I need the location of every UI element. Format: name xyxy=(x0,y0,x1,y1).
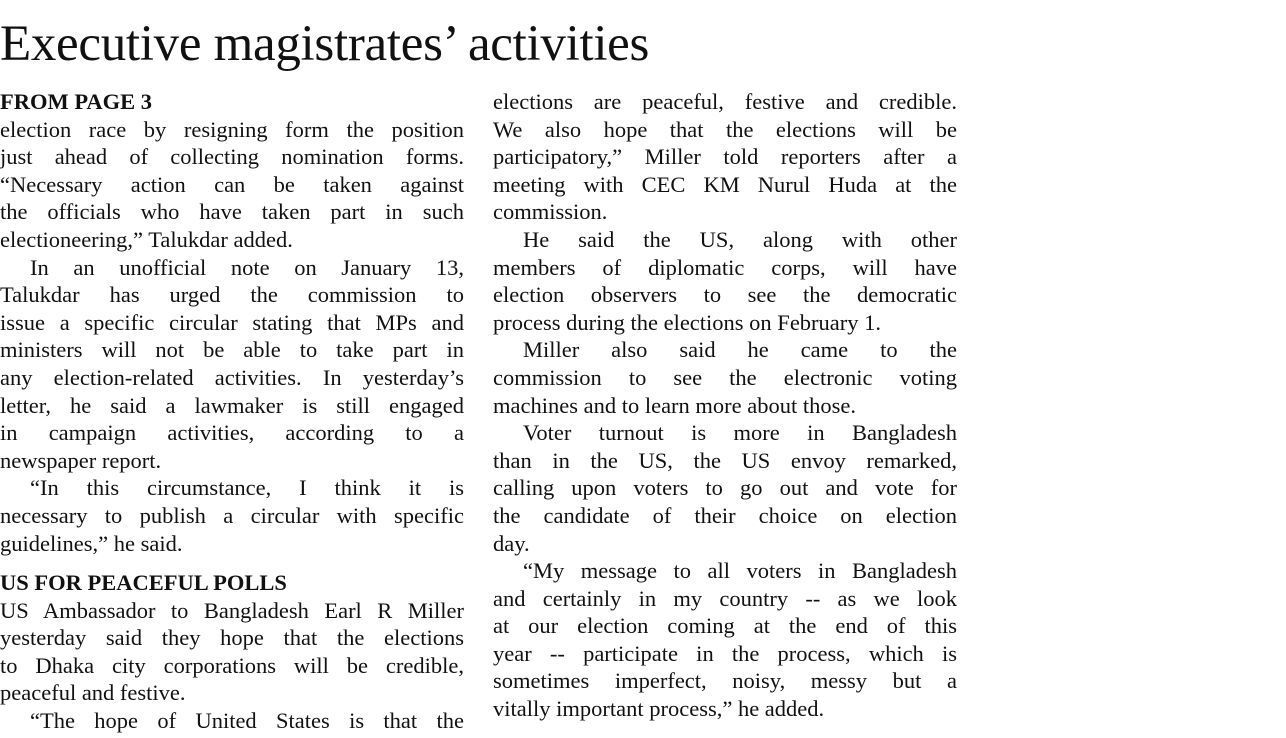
article-paragraph xyxy=(493,226,957,336)
text-line: “In this circumstance, I think it is xyxy=(30,475,464,501)
text-line: meeting with CEC KM Nurul Huda at the xyxy=(493,171,957,197)
text-line: the officials who have taken part in such xyxy=(0,199,464,225)
text-line: the candidate of their choice on election xyxy=(493,502,957,528)
text-line: and certainly in my country -- as we look xyxy=(493,585,957,611)
text-line: Miller also said he came to the xyxy=(523,337,957,363)
text-line: machines and to learn more about those. xyxy=(493,392,857,418)
article-column-1 xyxy=(0,88,464,735)
text-line: to Dhaka city corporations will be credible, xyxy=(0,652,464,678)
text-line: issue a specific circular stating that MPs and xyxy=(0,309,464,335)
text-line: sometimes imperfect, noisy, messy but a xyxy=(493,668,957,694)
text-line: in campaign activities, according to a xyxy=(0,420,464,446)
text-line: Voter turnout is more in Bangladesh xyxy=(523,420,957,446)
text-line: guidelines,” he said. xyxy=(0,530,183,556)
text-line: “The hope of United States is that the xyxy=(30,708,464,734)
text-line: election observers to see the democratic xyxy=(493,282,957,308)
text-line: commission. xyxy=(493,199,608,225)
text-line: process during the elections on February 1. xyxy=(493,309,882,335)
text-line: necessary to publish a circular with specific xyxy=(0,502,464,528)
section-subhead xyxy=(0,569,464,597)
text-line: US Ambassador to Bangladesh Earl R Miller xyxy=(0,597,464,623)
text-line: calling upon voters to go out and vote for xyxy=(493,475,957,501)
article-paragraph xyxy=(0,254,464,475)
subhead-text: US FOR PEACEFUL POLLS xyxy=(0,570,287,596)
text-line: “My message to all voters in Bangladesh xyxy=(523,558,957,584)
article-paragraph xyxy=(493,557,957,723)
text-line: at our election coming at the end of this xyxy=(493,613,957,639)
text-line: commission to see the electronic voting xyxy=(493,364,957,390)
article-paragraph xyxy=(0,474,464,557)
text-line: He said the US, along with other xyxy=(523,226,957,252)
text-line: just ahead of collecting nomination forms. xyxy=(0,144,464,170)
text-line: letter, he said a lawmaker is still engaged xyxy=(0,392,464,418)
text-line: members of diplomatic corps, will have xyxy=(493,254,957,280)
subhead-text: FROM PAGE 3 xyxy=(0,89,153,114)
text-line: day. xyxy=(493,530,530,556)
text-line: Talukdar has urged the commission to xyxy=(0,282,464,308)
article-column-2 xyxy=(493,88,957,723)
text-line: ministers will not be able to take part in xyxy=(0,337,464,363)
text-line: vitally important process,” he added. xyxy=(493,696,825,722)
article-paragraph xyxy=(0,597,464,707)
text-line: election race by resigning form the position xyxy=(0,116,464,142)
article-paragraph xyxy=(0,116,464,254)
section-spacer xyxy=(0,557,464,569)
article-paragraph xyxy=(493,419,957,557)
text-line: electioneering,” Talukdar added. xyxy=(0,226,293,252)
article-headline: Executive magistrates’ activities xyxy=(0,16,650,72)
article-paragraph xyxy=(493,336,957,419)
text-line: any election-related activities. In yesterday’s xyxy=(0,364,464,390)
text-line: “Necessary action can be taken against xyxy=(0,171,464,197)
text-line: participatory,” Miller told reporters after a xyxy=(493,144,957,170)
text-line: In an unofficial note on January 13, xyxy=(30,254,464,280)
text-line: yesterday said they hope that the elections xyxy=(0,625,464,651)
text-line: We also hope that the elections will be xyxy=(493,116,957,142)
article-paragraph xyxy=(0,707,464,735)
text-line: newspaper report. xyxy=(0,447,162,473)
text-line: than in the US, the US envoy remarked, xyxy=(493,447,957,473)
text-line: elections are peaceful, festive and credible. xyxy=(493,89,957,114)
article-paragraph xyxy=(493,88,957,226)
text-line: peaceful and festive. xyxy=(0,680,186,706)
section-subhead xyxy=(0,88,464,116)
text-line: year -- participate in the process, which is xyxy=(493,640,957,666)
